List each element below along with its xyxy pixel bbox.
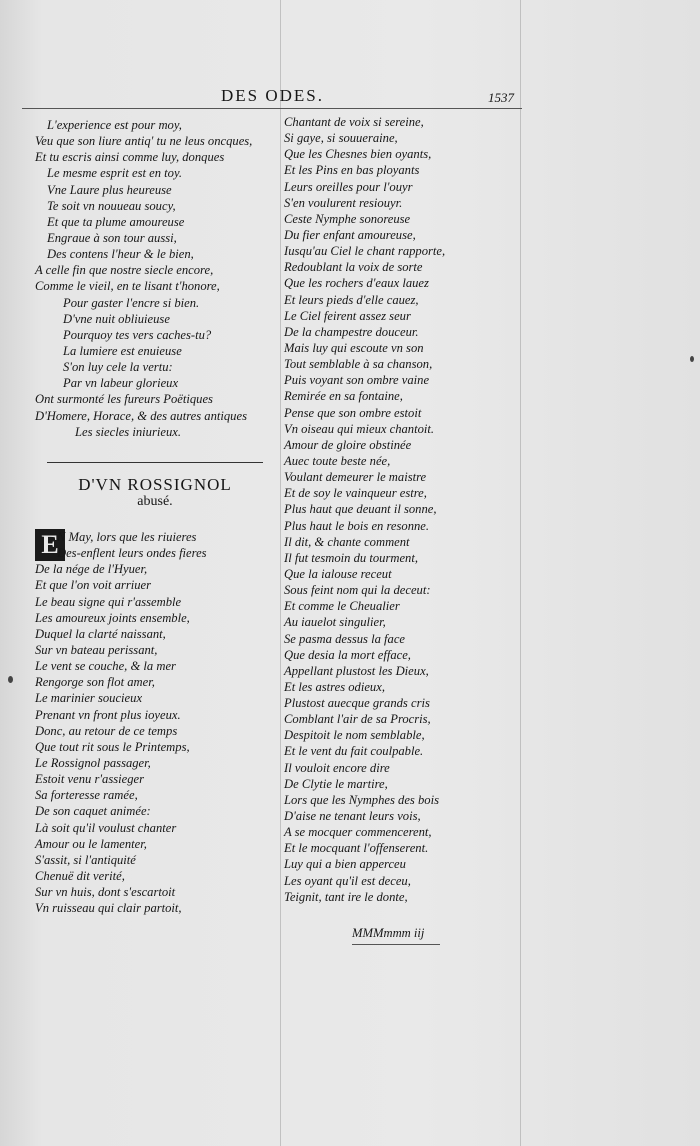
verse-line: Le vent se couche, & la mer — [35, 659, 176, 674]
verse-line: Pense que son ombre estoit — [284, 405, 422, 420]
ink-blot — [8, 676, 13, 683]
verse-line: D'aise ne tenant leurs vois, — [284, 809, 421, 824]
verse-line: Les amoureux joints ensemble, — [35, 610, 190, 625]
verse-line: Et que ta plume amoureuse — [47, 214, 185, 229]
verse-line: Despitoit le nom semblable, — [284, 728, 425, 743]
header-rule — [22, 108, 522, 109]
verse-line: Amour de gloire obstinée — [284, 437, 412, 452]
verse-line: L'experience est pour moy, — [47, 118, 182, 132]
poem-title: D'VN ROSSIGNOL — [78, 475, 232, 494]
verse-line: Chantant de voix si sereine, — [284, 115, 424, 129]
verse-line: N May, lors que les riuieres — [57, 530, 197, 544]
verse-line: Et le mocquant l'offenserent. — [284, 841, 429, 856]
verse-line: Estoit venu r'assieger — [35, 772, 145, 787]
verse-line: Appellant plustost les Dieux, — [284, 663, 429, 678]
verse-line: Redoublant la voix de sorte — [284, 260, 423, 275]
verse-line: Iusqu'au Ciel le chant rapporte, — [284, 244, 446, 259]
page-fold-line — [280, 0, 281, 1146]
verse-line: Veu que son liure antiq' tu ne leus oncques, — [35, 134, 253, 149]
verse-line: De la nége de l'Hyuer, — [35, 562, 148, 577]
ink-blot — [690, 356, 694, 362]
verse-line: Que les Chesnes bien oyants, — [284, 147, 432, 162]
verse-line: Plus haut le bois en resonne. — [284, 518, 430, 533]
poem-subtitle: abusé. — [137, 494, 173, 509]
page-number: 1537 — [488, 90, 514, 105]
verse-line: Et les astres odieux, — [284, 679, 385, 694]
verse-line: Donc, au retour de ce temps — [35, 723, 178, 738]
verse-line: Du fier enfant amoureuse, — [284, 227, 416, 242]
verse-line: Et comme le Cheualier — [284, 599, 400, 614]
verse-line: D'vne nuit obliuieuse — [63, 311, 170, 326]
verse-line: De Clytie le martire, — [284, 776, 388, 791]
verse-line: Voulant demeurer le maistre — [284, 470, 427, 485]
verse-line: Pourquoy tes vers caches-tu? — [63, 327, 212, 342]
running-header: DES ODES. — [220, 86, 324, 105]
verse-line: Se pasma dessus la face — [284, 631, 406, 646]
verse-line: Que les rochers d'eaux lauez — [284, 276, 429, 291]
verse-line: Vn oiseau qui mieux chantoit. — [284, 421, 435, 436]
verse-line: A se mocquer commencerent, — [284, 825, 432, 840]
verse-line: Amour ou le lamenter, — [35, 836, 147, 851]
verse-line: De la champestre douceur. — [284, 324, 419, 339]
verse-line: Il fut tesmoin du tourment, — [284, 550, 418, 565]
verse-line: Remirée en sa fontaine, — [284, 389, 403, 404]
verse-line: Et leurs pieds d'elle cauez, — [284, 292, 419, 307]
verse-line: D'Homere, Horace, & des autres antiques — [35, 408, 247, 423]
verse-line: Que la ialouse receut — [284, 566, 392, 581]
verse-line: Leurs oreilles pour l'ouyr — [284, 179, 413, 194]
verse-line: Comme le vieil, en te lisant t'honore, — [35, 279, 220, 294]
verse-line: S'on luy cele la vertu: — [63, 360, 173, 375]
verse-line: Et les Pins en bas ployants — [284, 163, 420, 178]
verse-line: A celle fin que nostre siecle encore, — [35, 263, 214, 278]
verse-line: Sur vn bateau perissant, — [35, 642, 158, 657]
verse-line: Le Ciel feirent assez seur — [284, 308, 411, 323]
verse-line: Teignit, tant ire le donte, — [284, 889, 408, 904]
verse-line: Le beau signe qui r'assemble — [35, 594, 182, 609]
page-fold-line — [520, 0, 521, 1146]
verse-line: Et le vent du fait coulpable. — [284, 744, 424, 759]
verse-line: Auec toute beste née, — [284, 453, 391, 468]
verse-line: Les siecles iniurieux. — [75, 424, 181, 439]
verse-line: Comblant l'air de sa Procris, — [284, 712, 431, 727]
verse-line: Plustost auecque grands cris — [284, 696, 430, 711]
verse-line: Pour gaster l'encre si bien. — [63, 295, 200, 310]
verse-line: Et de soy le vainqueur estre, — [284, 486, 427, 501]
section-divider — [47, 462, 263, 463]
verse-line: Si gaye, si souueraine, — [284, 131, 398, 146]
verse-line: S'en voulurent resiouyr. — [284, 195, 403, 210]
verse-line: Mais luy qui escoute vn son — [284, 340, 424, 355]
verse-line: Des-enflent leurs ondes fieres — [57, 546, 207, 561]
right-column-poem-verses — [284, 114, 445, 905]
verse-line: Le Rossignol passager, — [35, 755, 151, 770]
verse-line: Des contens l'heur & le bien, — [47, 247, 194, 262]
verse-line: Il vouloit encore dire — [284, 760, 390, 775]
left-column-poem-verses — [35, 529, 207, 916]
verse-line: Et que l'on voit arriuer — [35, 578, 152, 593]
verse-line: Par vn labeur glorieux — [63, 376, 179, 391]
verse-line: S'assit, si l'antiquité — [35, 852, 136, 867]
verse-line: Au iauelot singulier, — [284, 615, 386, 630]
verse-line: Duquel la clarté naissant, — [35, 626, 166, 641]
verse-line: Là soit qu'il voulust chanter — [35, 820, 177, 835]
verse-line: Le mesme esprit est en toy. — [47, 166, 183, 181]
verse-line: De son caquet animée: — [35, 804, 151, 819]
verse-line: Chenuë dit verité, — [35, 868, 125, 883]
verse-line: Le marinier soucieux — [35, 691, 143, 706]
signature-catchword: MMMmmm iij — [352, 926, 425, 940]
verse-line: Les oyant qu'il est deceu, — [284, 873, 411, 888]
verse-line: Et tu escris ainsi comme luy, donques — [35, 150, 225, 165]
verse-line: Tout semblable à sa chanson, — [284, 357, 433, 372]
verse-line: Te soit vn nouueau soucy, — [47, 198, 176, 213]
left-column-top-stanzas — [35, 117, 252, 440]
verse-line: Sur vn huis, dont s'escartoit — [35, 885, 176, 900]
verse-line: Prenant vn front plus ioyeux. — [35, 707, 181, 722]
verse-line: Puis voyant son ombre vaine — [284, 373, 430, 388]
verse-line: Il dit, & chante comment — [284, 534, 410, 549]
verse-line: Ceste Nymphe sonoreuse — [284, 211, 411, 226]
verse-line: La lumiere est enuieuse — [63, 343, 182, 358]
verse-line: Que desia la mort efface, — [284, 647, 411, 662]
verse-line: Sa forteresse ramée, — [35, 788, 138, 803]
verse-line: Vne Laure plus heureuse — [47, 182, 172, 197]
verse-line: Rengorge son flot amer, — [35, 675, 155, 690]
verse-line: Vn ruisseau qui clair partoit, — [35, 901, 182, 916]
verse-line: Plus haut que deuant il sonne, — [284, 502, 437, 517]
verse-line: Sous feint nom qui la deceut: — [284, 583, 431, 598]
verse-line: Luy qui a bien apperceu — [284, 857, 406, 872]
verse-line: Ont surmonté les fureurs Poëtiques — [35, 392, 213, 407]
verse-line: Lors que les Nymphes des bois — [284, 792, 439, 807]
verse-line: Que tout rit sous le Printemps, — [35, 739, 190, 754]
catchword-underline — [352, 944, 440, 945]
drop-cap-initial: E — [35, 529, 65, 561]
verse-line: Engraue à son tour aussi, — [47, 230, 177, 245]
